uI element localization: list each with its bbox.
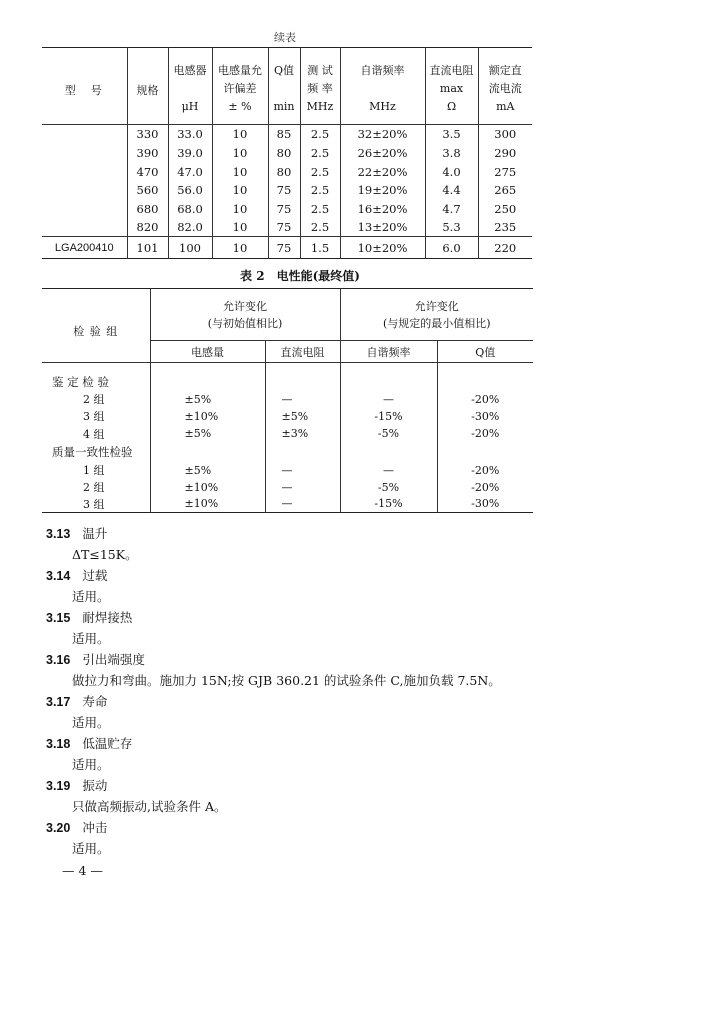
header-group-vs-initial bbox=[150, 289, 340, 341]
cell-srf: -15% bbox=[340, 408, 437, 425]
cell-tolerance: 10 bbox=[212, 181, 268, 200]
clause-number: 3.16 bbox=[46, 653, 71, 667]
section-row bbox=[42, 373, 533, 391]
cell-srf: 16±20% bbox=[340, 200, 425, 218]
table-header-row bbox=[42, 48, 532, 125]
empty-cell bbox=[265, 443, 340, 462]
header-dcr-max: max bbox=[439, 82, 464, 95]
cell-spec: 101 bbox=[127, 237, 168, 259]
header-self-resonant-frequency: 自谐频率 bbox=[340, 341, 437, 363]
header-rated-current bbox=[478, 48, 532, 125]
cell-srf: 32±20% bbox=[340, 125, 425, 144]
inductor-spec-table bbox=[42, 47, 532, 259]
header-dc-resistance bbox=[425, 48, 478, 125]
cell-group: 4 组 bbox=[83, 427, 105, 441]
clause-title: 引出端强度 bbox=[82, 652, 145, 667]
clause-body: 适用。 bbox=[72, 589, 110, 604]
empty-cell bbox=[150, 373, 265, 391]
cell-inductance: 39.0 bbox=[168, 144, 212, 163]
cell-test-frequency: 1.5 bbox=[300, 237, 340, 259]
cell-test-frequency: 2.5 bbox=[300, 200, 340, 218]
section-title: 鉴 定 检 验 bbox=[52, 374, 109, 389]
clause-heading bbox=[46, 733, 666, 754]
cell-inductance: 68.0 bbox=[168, 200, 212, 218]
clause-number: 3.19 bbox=[46, 779, 71, 793]
header-inductance: 电感量 bbox=[150, 341, 265, 363]
cell-spec: 330 bbox=[127, 125, 168, 144]
clause-heading bbox=[46, 775, 666, 796]
clause-title: 耐焊接热 bbox=[82, 610, 133, 625]
header-q-unit: min bbox=[273, 100, 295, 113]
clause-body: 适用。 bbox=[72, 715, 110, 730]
clause-3-16 bbox=[46, 649, 666, 691]
header-group-note: (与规定的最小值相比) bbox=[382, 316, 491, 330]
cell-srf: -15% bbox=[340, 496, 437, 513]
spacer-cell bbox=[265, 363, 340, 373]
header-inductance-label: 电感器 bbox=[173, 64, 207, 77]
cell-q-min: 75 bbox=[268, 218, 300, 237]
table-caption: 表 2 电性能(最终值) bbox=[240, 269, 360, 283]
header-current-line2: 流电流 bbox=[488, 82, 522, 95]
header-test-frequency-line2: 频 率 bbox=[307, 82, 333, 95]
header-spec bbox=[127, 48, 168, 125]
cell-rated-current: 265 bbox=[478, 181, 532, 200]
header-inspection-group-label: 检 验 组 bbox=[73, 324, 119, 338]
cell-dcr-max: 6.0 bbox=[425, 237, 478, 259]
cell-inductance: ±10% bbox=[150, 479, 265, 496]
clause-number: 3.15 bbox=[46, 611, 71, 625]
cell-test-frequency: 2.5 bbox=[300, 163, 340, 181]
clause-title: 过载 bbox=[82, 568, 108, 583]
cell-inductance: ±5% bbox=[150, 425, 265, 443]
page-number: — 4 — bbox=[62, 863, 103, 878]
empty-cell bbox=[437, 373, 533, 391]
table-row bbox=[42, 479, 533, 496]
cell-rated-current: 275 bbox=[478, 163, 532, 181]
cell-dc-resistance: — bbox=[265, 391, 340, 408]
table-row bbox=[42, 408, 533, 425]
cell-tolerance: 10 bbox=[212, 237, 268, 259]
cell-rated-current: 235 bbox=[478, 218, 532, 237]
clause-body: 只做高频振动,试验条件 A。 bbox=[72, 799, 227, 814]
header-tolerance-unit: ± % bbox=[228, 100, 252, 113]
header-model-label: 型 号 bbox=[64, 84, 104, 97]
cell-q: -20% bbox=[437, 462, 533, 479]
empty-cell bbox=[150, 443, 265, 462]
cell-rated-current: 250 bbox=[478, 200, 532, 218]
header-group-title: 允许变化 bbox=[223, 299, 267, 313]
cell-srf: 10±20% bbox=[340, 237, 425, 259]
clause-3-15 bbox=[46, 607, 666, 649]
empty-cell bbox=[437, 443, 533, 462]
cell-tolerance: 10 bbox=[212, 125, 268, 144]
clause-title: 温升 bbox=[82, 526, 108, 541]
cell-srf: -5% bbox=[340, 425, 437, 443]
clause-3-13 bbox=[46, 523, 666, 565]
clause-heading bbox=[46, 649, 666, 670]
cell-rated-current: 290 bbox=[478, 144, 532, 163]
cell-srf: 26±20% bbox=[340, 144, 425, 163]
cell-spec: 560 bbox=[127, 181, 168, 200]
table-row bbox=[42, 425, 533, 443]
header-inductance-unit: μH bbox=[181, 100, 199, 113]
cell-inductance: ±5% bbox=[150, 391, 265, 408]
header-dc-resistance: 直流电阻 bbox=[265, 341, 340, 363]
header-test-frequency bbox=[300, 48, 340, 125]
header-srf-unit: MHz bbox=[369, 100, 396, 113]
header-inductance bbox=[168, 48, 212, 125]
spacer-cell bbox=[340, 363, 437, 373]
header-gap bbox=[269, 80, 300, 98]
clause-number: 3.14 bbox=[46, 569, 71, 583]
clause-3-18 bbox=[46, 733, 666, 775]
electrical-performance-table bbox=[42, 288, 533, 513]
cell-srf: — bbox=[340, 462, 437, 479]
table-row bbox=[42, 462, 533, 479]
cell-tolerance: 10 bbox=[212, 163, 268, 181]
cell-dc-resistance: — bbox=[265, 462, 340, 479]
header-model bbox=[42, 48, 127, 125]
cell-inductance: 33.0 bbox=[168, 125, 212, 144]
clause-heading bbox=[46, 607, 666, 628]
spacer-cell bbox=[437, 363, 533, 373]
cell-q: -30% bbox=[437, 496, 533, 513]
header-tolerance bbox=[212, 48, 268, 125]
clause-title: 低温贮存 bbox=[82, 736, 133, 751]
cell-spec: 680 bbox=[127, 200, 168, 218]
cell-srf: 22±20% bbox=[340, 163, 425, 181]
clause-number: 3.18 bbox=[46, 737, 71, 751]
cell-dcr-max: 3.8 bbox=[425, 144, 478, 163]
cell-group: 1 组 bbox=[83, 464, 105, 477]
clause-number: 3.17 bbox=[46, 695, 71, 709]
section-row bbox=[42, 443, 533, 462]
cell-spec: 820 bbox=[127, 218, 168, 237]
cell-inductance: ±5% bbox=[150, 462, 265, 479]
clause-3-14 bbox=[46, 565, 666, 607]
spacer-row bbox=[42, 363, 533, 373]
header-dcr-unit: Ω bbox=[446, 100, 457, 113]
clause-title: 振动 bbox=[82, 778, 108, 793]
clause-body: 适用。 bbox=[72, 841, 110, 856]
header-srf-label: 自谐频率 bbox=[360, 64, 405, 77]
cell-dc-resistance: ±5% bbox=[265, 408, 340, 425]
header-q bbox=[268, 48, 300, 125]
cell-dcr-max: 4.4 bbox=[425, 181, 478, 200]
table-row bbox=[42, 391, 533, 408]
cell-dc-resistance: ±3% bbox=[265, 425, 340, 443]
cell-group: 3 组 bbox=[83, 497, 105, 511]
cell-rated-current: 300 bbox=[478, 125, 532, 144]
cell-group: 2 组 bbox=[83, 481, 105, 494]
cell-spec: 390 bbox=[127, 144, 168, 163]
cell-dcr-max: 4.7 bbox=[425, 200, 478, 218]
clause-3-19 bbox=[46, 775, 666, 817]
cell-q-min: 75 bbox=[268, 200, 300, 218]
cell-test-frequency: 2.5 bbox=[300, 181, 340, 200]
clause-body: 适用。 bbox=[72, 631, 110, 646]
cell-srf: — bbox=[340, 391, 437, 408]
clause-number: 3.20 bbox=[46, 821, 71, 835]
cell-q: -20% bbox=[437, 425, 533, 443]
cell-q-min: 80 bbox=[268, 163, 300, 181]
clause-title: 冲击 bbox=[82, 820, 108, 835]
table-header-row bbox=[42, 289, 533, 341]
clause-list bbox=[46, 523, 666, 859]
header-group-title: 允许变化 bbox=[414, 299, 459, 313]
clause-body: 做拉力和弯曲。施加力 15N;按 GJB 360.21 的试验条件 C,施加负载 7.5N。 bbox=[72, 673, 501, 688]
cell-group: 3 组 bbox=[83, 410, 105, 423]
header-gap bbox=[341, 80, 425, 98]
cell-dcr-max: 5.3 bbox=[425, 218, 478, 237]
cell-q-min: 80 bbox=[268, 144, 300, 163]
clause-title: 寿命 bbox=[82, 694, 108, 709]
header-tolerance-line1: 电感量允 bbox=[218, 64, 262, 77]
cell-tolerance: 10 bbox=[212, 200, 268, 218]
empty-cell bbox=[340, 443, 437, 462]
clause-3-17 bbox=[46, 691, 666, 733]
empty-cell bbox=[340, 373, 437, 391]
model-cell-merged bbox=[42, 125, 127, 237]
clause-heading bbox=[46, 691, 666, 712]
header-current-unit: mA bbox=[496, 100, 515, 113]
header-self-resonant-frequency bbox=[340, 48, 425, 125]
header-spec-label: 规格 bbox=[136, 84, 159, 97]
cell-q-min: 75 bbox=[268, 237, 300, 259]
header-test-frequency-line1: 测 试 bbox=[307, 64, 333, 77]
cell-model: LGA200410 bbox=[54, 241, 114, 254]
cell-inductance: ±10% bbox=[150, 408, 265, 425]
clause-body: ΔT≤15K。 bbox=[72, 547, 138, 562]
spacer-cell bbox=[42, 363, 150, 373]
cell-dc-resistance: — bbox=[265, 496, 340, 513]
table-row bbox=[42, 496, 533, 513]
cell-srf: 19±20% bbox=[340, 181, 425, 200]
cell-inductance: 56.0 bbox=[168, 181, 212, 200]
header-q: Q值 bbox=[437, 341, 533, 363]
cell-tolerance: 10 bbox=[212, 144, 268, 163]
clause-heading bbox=[46, 817, 666, 838]
cell-q-min: 85 bbox=[268, 125, 300, 144]
table-row bbox=[42, 125, 532, 144]
section-title: 质量一致性检验 bbox=[52, 445, 133, 459]
cell-inductance: 82.0 bbox=[168, 218, 212, 237]
cell-dc-resistance: — bbox=[265, 479, 340, 496]
cell-tolerance: 10 bbox=[212, 218, 268, 237]
table-row bbox=[42, 237, 532, 259]
clause-3-20 bbox=[46, 817, 666, 859]
cell-test-frequency: 2.5 bbox=[300, 125, 340, 144]
header-tolerance-line2: 许偏差 bbox=[223, 82, 257, 95]
spacer-cell bbox=[150, 363, 265, 373]
header-q-label: Q值 bbox=[273, 64, 295, 77]
cell-rated-current: 220 bbox=[478, 237, 532, 259]
clause-heading bbox=[46, 523, 666, 544]
clause-heading bbox=[46, 565, 666, 586]
clause-number: 3.13 bbox=[46, 527, 71, 541]
cell-q: -20% bbox=[437, 391, 533, 408]
empty-cell bbox=[265, 373, 340, 391]
cell-test-frequency: 2.5 bbox=[300, 144, 340, 163]
clause-body: 适用。 bbox=[72, 757, 110, 772]
cell-dcr-max: 3.5 bbox=[425, 125, 478, 144]
cell-spec: 470 bbox=[127, 163, 168, 181]
cell-q: -20% bbox=[437, 479, 533, 496]
cell-inductance: ±10% bbox=[150, 496, 265, 513]
cell-q-min: 75 bbox=[268, 181, 300, 200]
cell-inductance: 100 bbox=[168, 237, 212, 259]
cell-srf: -5% bbox=[340, 479, 437, 496]
header-test-frequency-unit: MHz bbox=[306, 100, 334, 113]
cell-test-frequency: 2.5 bbox=[300, 218, 340, 237]
cell-inductance: 47.0 bbox=[168, 163, 212, 181]
header-gap bbox=[169, 80, 212, 98]
header-inspection-group bbox=[42, 289, 150, 363]
continued-table-label: 续表 bbox=[274, 31, 296, 44]
header-dcr-label: 直流电阻 bbox=[429, 64, 474, 77]
cell-q: -30% bbox=[437, 408, 533, 425]
cell-group: 2 组 bbox=[83, 393, 105, 406]
header-group-vs-minimum bbox=[340, 289, 533, 341]
cell-dcr-max: 4.0 bbox=[425, 163, 478, 181]
header-group-note: (与初始值相比) bbox=[207, 316, 283, 330]
header-current-line1: 额定直 bbox=[488, 64, 522, 77]
cell-srf: 13±20% bbox=[340, 218, 425, 237]
